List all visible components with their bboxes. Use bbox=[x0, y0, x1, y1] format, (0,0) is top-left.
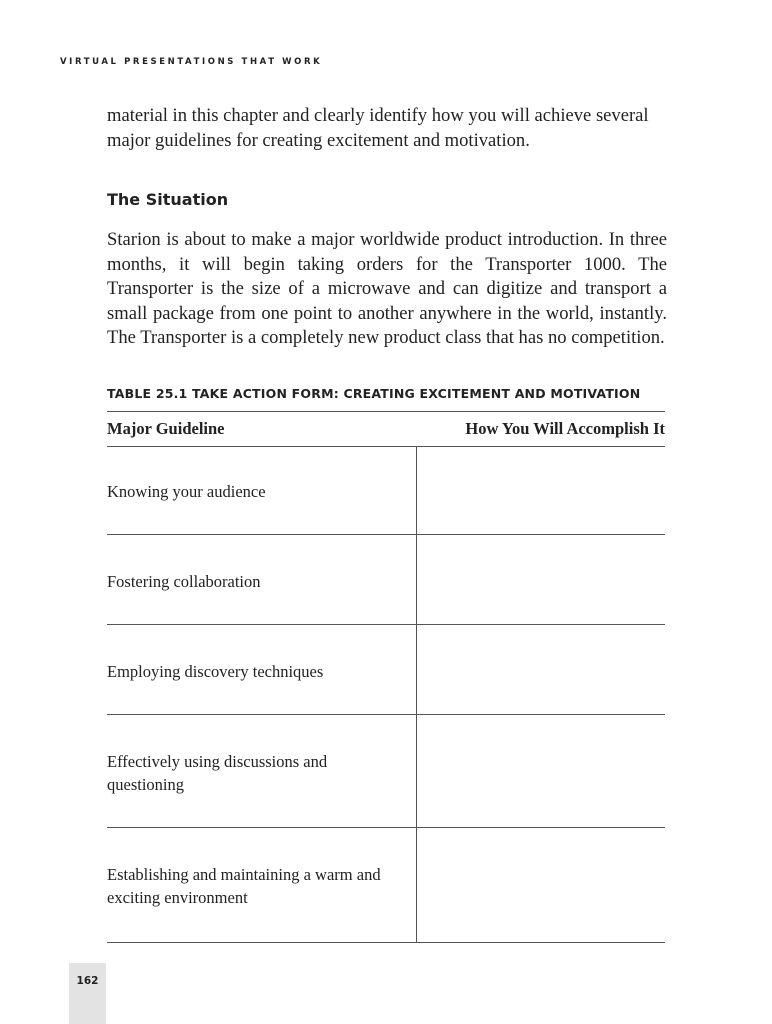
table-header-rule bbox=[107, 446, 665, 447]
table-row: Establishing and maintaining a warm and exciting environment bbox=[107, 865, 381, 907]
running-head: VIRTUAL PRESENTATIONS THAT WORK bbox=[60, 57, 323, 67]
table-row-rule bbox=[107, 714, 665, 715]
table-caption: TABLE 25.1 TAKE ACTION FORM: CREATING EXCITEMENT AND MOTIVATION bbox=[107, 386, 641, 401]
table-row-rule bbox=[107, 827, 665, 828]
table-row: Fostering collaboration bbox=[107, 572, 261, 591]
table-row: Knowing your audience bbox=[107, 482, 266, 501]
page-number-tab bbox=[69, 963, 106, 1024]
table-row-rule bbox=[107, 534, 665, 535]
page-number: 162 bbox=[76, 975, 99, 987]
column-header-accomplish: How You Will Accomplish It bbox=[465, 419, 665, 438]
table-row-rule bbox=[107, 624, 665, 625]
table-top-rule bbox=[107, 411, 665, 412]
table-column-divider bbox=[416, 446, 417, 942]
section-heading: The Situation bbox=[107, 190, 229, 209]
table-row: Effectively using discussions and questioning bbox=[107, 752, 328, 794]
situation-paragraph: Starion is about to make a major worldwide product introduction. In three months, it will begin taking orders for the Transporter 1000. The Transporter is the size of a microwave and can digitize and transport a small package from one point to another anywhere in the world, instantly. The Transporter is a completely new product class that has no competition. bbox=[107, 229, 667, 348]
column-header-guideline: Major Guideline bbox=[107, 419, 225, 438]
table-bottom-rule bbox=[107, 942, 665, 943]
intro-paragraph: material in this chapter and clearly identify how you will achieve several major guidelines for creating excitement and motivation. bbox=[107, 105, 649, 151]
table-row: Employing discovery techniques bbox=[107, 662, 324, 681]
